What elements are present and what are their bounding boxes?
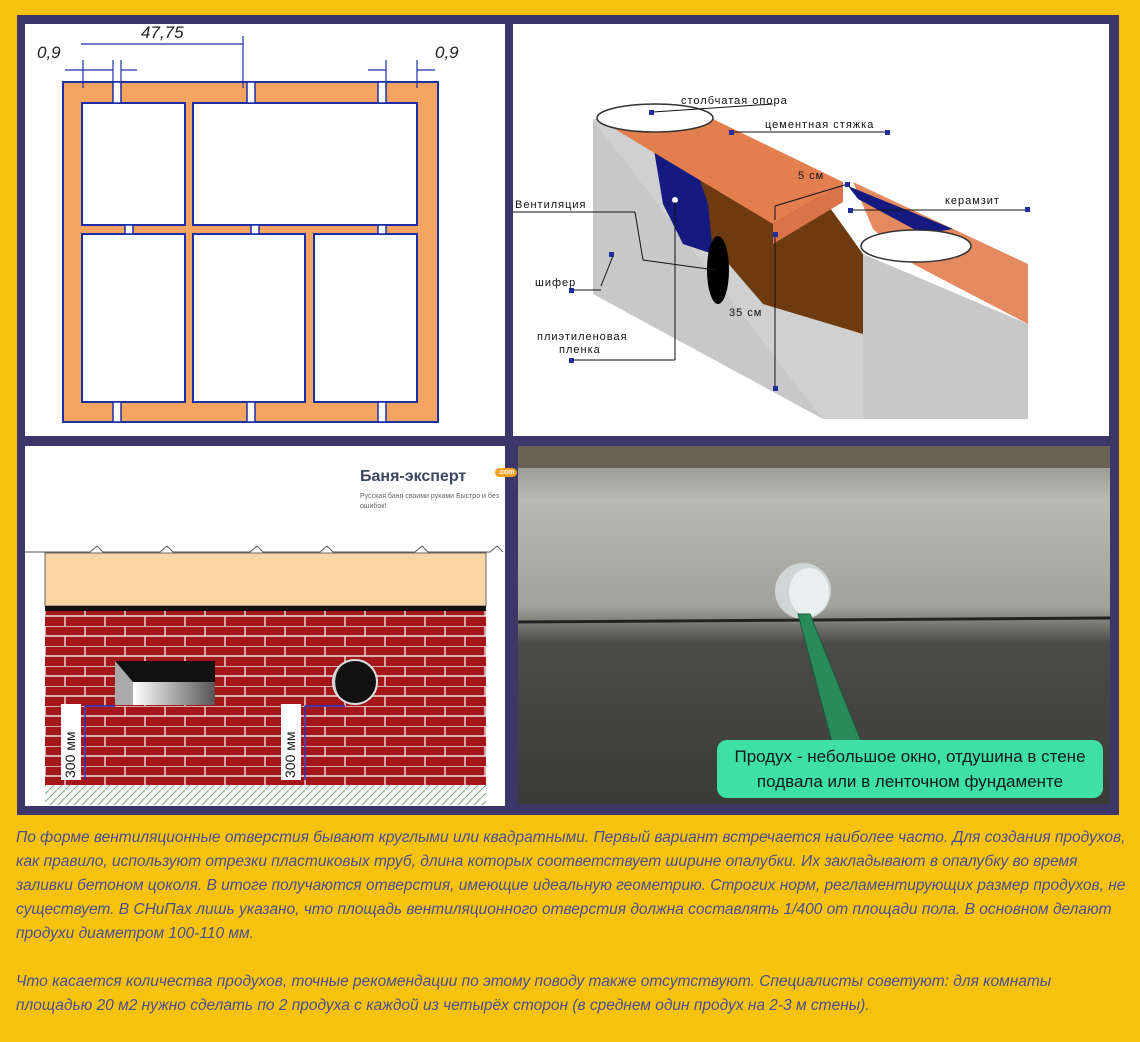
label-5cm: 5 см xyxy=(798,170,825,182)
label-pillar: столбчатая опора xyxy=(681,95,788,107)
paragraph-1: По форме вентиляционные отверстия бывают круглыми или квадратными. Первый вариант встречается наиболее часто. Для создания продухов, как правило, используют отрезки пластиковых труб, длина которых соответствует ширине опалубки. Их закладывают в опалубку во время заливки бетоном цоколя. В итоге получаются отверстия, имеющие идеальную геометрию. Строгих норм, регламентирующих размер продухов, не существует. В СНиПах лишь указано, что площадь вентиляционного отверстия должна составлять 1/400 от площади пола. В основном делают продухи диаметром 100-110 мм. xyxy=(16,829,1126,942)
foundation-plan-panel xyxy=(25,24,505,436)
logo-title: Баня-эксперт xyxy=(360,468,467,485)
foundation-plan-drawing xyxy=(25,24,505,436)
dim-right-label: 0,9 xyxy=(435,43,459,62)
vent-photo-panel xyxy=(518,446,1110,804)
label-ventilation: Вентиляция xyxy=(515,199,587,211)
foundation-section-drawing xyxy=(513,24,1109,436)
label-expanded-clay: керамзит xyxy=(945,195,1000,207)
label-film: плиэтиленовая пленка xyxy=(537,331,628,356)
paragraph-2: Что касается количества продухов, точные рекомендации по этому поводу также отсутствуют. Специалисты советуют: для комнаты площадью 20 м2 нужно сделать по 2 продуха с каждой из четырёх сторон (в среднем один продух на 2-3 м стены). xyxy=(16,973,1052,1014)
dim-300-right: 300 мм xyxy=(282,731,298,778)
foundation-section-panel xyxy=(513,24,1109,436)
body-text xyxy=(16,826,1126,1042)
dim-left-label: 0,9 xyxy=(37,43,61,62)
logo-subtitle: Русская баня своими руками Быстро и без ошибок! xyxy=(360,493,499,510)
brick-wall-panel xyxy=(25,446,515,806)
label-35cm: 35 см xyxy=(729,307,763,319)
label-slate: шифер xyxy=(535,277,577,289)
dim-300-left: 300 мм xyxy=(62,731,78,778)
logo-badge: .com xyxy=(495,468,517,477)
vent-caption: Продух - небольшое окно, отдушина в стене подвала или в ленточном фундаменте xyxy=(717,740,1103,798)
dim-center-label: 47,75 xyxy=(141,23,184,42)
label-screed: цементная стяжка xyxy=(765,119,875,131)
